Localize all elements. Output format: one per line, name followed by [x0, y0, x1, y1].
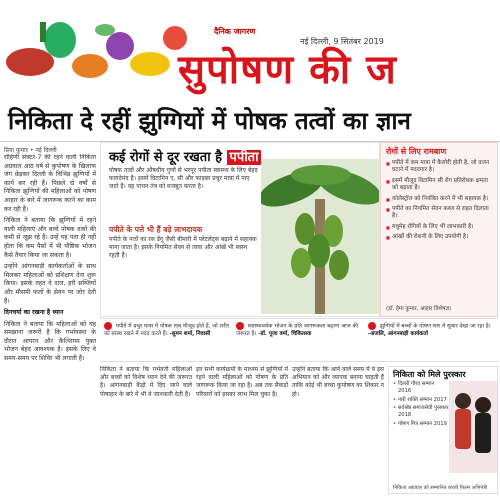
list-item: • दिल्ली गौरव सम्मान 2016 — [393, 381, 449, 395]
tips-list — [381, 160, 497, 242]
list-item: ■ मधुमेह रोगियों के लिए भी लाभकारी है। — [386, 224, 492, 231]
list-item: ■ पपीते का नियमित सेवन कब्ज से राहत दिलाता है। — [386, 206, 492, 221]
quote-icon — [368, 322, 376, 330]
list-item: ■ इसमें मौजूद विटामिन सी रोग प्रतिरोधक क्षमता को बढ़ाता है। — [386, 178, 492, 193]
quote-icon — [104, 322, 112, 330]
left-article-column — [4, 154, 96, 492]
paragraph: उन्होंने आंगनबाड़ी कार्यकर्ताओं के साथ मिलकर महिलाओं को प्रशिक्षण देना शुरू किया। इसके तहत वे दाल, हरी सब्जियों और मौसमी फलों के सेवन पर जोर देती हैं। — [4, 263, 96, 305]
list-item: ■ पपीते में कम मात्रा में कैलोरी होती है, जो वजन घटाने में मददगार है। — [386, 160, 492, 175]
paragraph: निकिता ने बताया कि महिलाओं को यह समझाना जरूरी है कि गर्भावस्था के दौरान आयरन और कैल्शियम युक्त भोजन बेहद आवश्यक है। इसके लिए वे समय-समय पर शिविर भी लगाती हैं। — [4, 320, 96, 363]
papaya-feature — [100, 142, 380, 317]
awards-list — [393, 381, 449, 430]
awards-title: निकिता को मिले पुरस्कार — [393, 370, 466, 379]
quote — [236, 322, 364, 338]
award-photo — [449, 381, 497, 473]
paragraph: रोहिणी सेक्टर-7 की रहने वाली निकिता अग्रवाल आठ वर्ष से कुपोषण के खिलाफ जंग छेड़कर दिल्ली के विभिन्न झुग्गियों में कार्य कर रही हैं। पिछले दो वर्षों से निकिता झुग्गियों की महिलाओं को पोषण आहार के बारे में जागरूक करने का काम कर रही हैं। — [4, 154, 96, 213]
quote-text: झुग्गियों में बच्चों के पोषण स्तर में सुधार देखा जा रहा है। — [379, 323, 491, 330]
article-column: निकिता ने बताया कि गर्भवती महिलाओं और बच्चों को विशेष ध्यान देने की जरूरत है। आंगनबाड़ी केंद्रों में दिए जाने वाले पोषाहार के बारे में भी वे जानकारी देती हैं। — [100, 366, 192, 398]
section-title: सुपोषण की ज — [178, 47, 397, 93]
quote-text: स्वास्थ्यवर्धक भोजन के प्रति जागरूकता बढ़ाना आज की जरूरत है। — [236, 323, 359, 337]
quotes-row — [100, 318, 498, 362]
list-item: ■ कोलेस्ट्रॉल को नियंत्रित करने में भी सहायक है। — [386, 196, 492, 203]
quote — [104, 322, 232, 338]
feature-subtext: पपीते के पत्तों का रस डेंगू जैसी बीमारी में प्लेटलेट्स बढ़ाने में सहायक माना जाता है। इसके नियमित सेवन से त्वचा और आंखें भी स्वस्थ रहती हैं। — [109, 236, 257, 259]
quote-icon — [236, 322, 244, 330]
tips-sidebar — [380, 142, 498, 317]
article-subhead: दिनचर्या का रखना है ध्यान — [4, 309, 64, 317]
paragraph: निकिता ने बताया कि झुग्गियों में रहने वाली महिलाएं और बच्चे पोषक तत्वों की कमी से जूझ रहे हैं। उन्हें यह पता ही नहीं होता कि कम पैसों में भी पौष्टिक भोजन कैसे तैयार किया जा सकता है। — [4, 217, 96, 259]
article-column: इन सभी कार्यक्रमों के माध्यम से झुग्गियों में रहने वाली महिलाओं को पोषण के प्रति जागरूक किया जा रहा है। अब तक सैकड़ों परिवारों को इसका लाभ मिल चुका है। — [196, 366, 288, 398]
list-item: ■ आंखों की रोशनी के लिए उपयोगी है। — [386, 234, 492, 241]
quote-text: पपीते में प्रचुर मात्रा में पोषक तत्व मौजूद होते हैं, जो शरीर को स्वस्थ रखने में मदद करते हैं। — [104, 323, 230, 337]
feature-intro: पोषक तत्वों और औषधीय गुणों से भरपूर पपीता स्वास्थ्य के लिए बेहद फायदेमंद है। इसमें विटामिन ए, सी और फाइबर प्रचुर मात्रा में पाए जाते हैं। यह पाचन तंत्र को मजबूत करता है। — [109, 167, 258, 190]
awards-caption: निकिता अग्रवाल को सम्मानित करती फिल्म अभिनेत्री — [393, 484, 488, 491]
tips-title: रोगों से लिए रामबाण — [386, 147, 447, 156]
edition-date: नई दिल्ली, 9 सितंबर 2019 — [300, 37, 384, 46]
masthead — [0, 0, 500, 96]
main-headline: निकिता दे रहीं झुग्गियों में पोषक तत्वों का ज्ञान — [0, 100, 500, 142]
vegetables-illustration — [0, 8, 200, 92]
papaya-tree-photo — [261, 159, 379, 314]
feature-title-highlight: पपीता — [227, 150, 262, 165]
quote-author: -सुमन शर्मा, निवासी — [169, 330, 211, 337]
feature-title-main: कई रोगों से दूर रखता है — [109, 150, 223, 165]
feature-title — [109, 147, 261, 165]
tips-source: (डॉ. हेमा कुमार, आहार विशेषज्ञ) — [386, 306, 452, 312]
quote-author: -डॉ. पूजा वर्मा, चिकित्सक — [258, 330, 312, 337]
article-column: उन्होंने बताया कि आने वाले समय में वे इस अभियान को और व्यापक बनाना चाहती हैं ताकि कोई भी बच्चा कुपोषण का शिकार न हो। — [292, 366, 384, 398]
byline: प्रिया कुमार • नई दिल्ली — [4, 147, 57, 154]
list-item: • पोषण मित्र सम्मान 2019 — [393, 421, 449, 428]
quote-author: -अंजलि, आंगनबाड़ी कार्यकर्ता — [368, 330, 428, 337]
newspaper-brand: दैनिक जागरण — [214, 27, 256, 36]
awards-box — [388, 366, 498, 494]
list-item: • नारी शक्ति सम्मान 2017 — [393, 397, 449, 404]
feature-subhead: पपीते के पत्ते भी हैं बड़े लाभदायक — [109, 225, 203, 234]
list-item: • सर्वश्रेष्ठ समाजसेवी पुरस्कार 2018 — [393, 405, 449, 419]
quote — [368, 322, 496, 338]
